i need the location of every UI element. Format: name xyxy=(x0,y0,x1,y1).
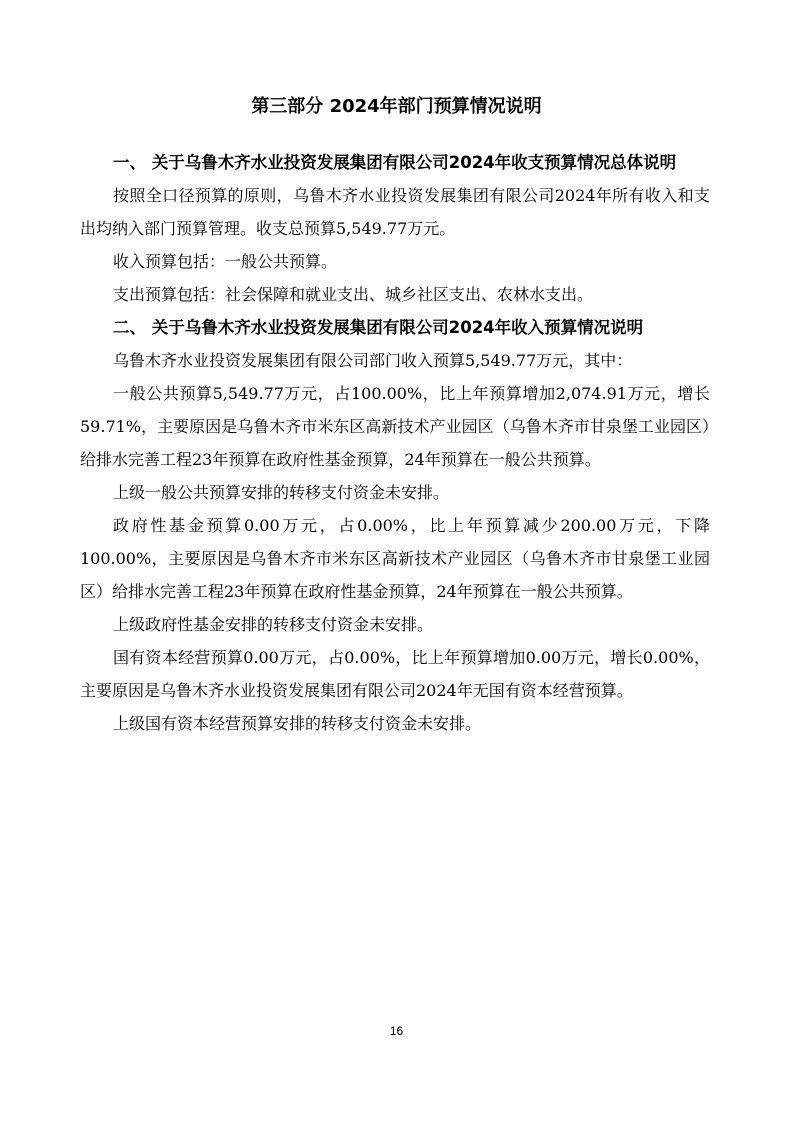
section-2-paragraph: 乌鲁木齐水业投资发展集团有限公司部门收入预算5,549.77万元，其中： xyxy=(113,351,633,370)
section-2-paragraph: 上级国有资本经营预算安排的转移支付资金未安排。 xyxy=(113,714,482,733)
page-number: 16 xyxy=(389,1024,404,1038)
document-body xyxy=(80,146,710,740)
section-1-paragraph: 按照全口径预算的原则，乌鲁木齐水业投资发展集团有限公司2024年所有收入和支出均纳入部门预算管理。收支总预算5,549.77万元。 xyxy=(80,186,710,238)
section-1-paragraph: 支出预算包括：社会保障和就业支出、城乡社区支出、农林水支出。 xyxy=(113,285,594,304)
section-1-heading: 一、 关于乌鲁木齐水业投资发展集团有限公司2024年收支预算情况总体说明 xyxy=(113,153,677,172)
section-2-paragraph: 上级政府性基金安排的转移支付资金未安排。 xyxy=(113,615,434,634)
page-title: 第三部分 2024年部门预算情况说明 xyxy=(251,96,542,117)
section-2-paragraph: 政府性基金预算0.00万元，占0.00%，比上年预算减少200.00万元，下降100.00%，主要原因是乌鲁木齐市米东区高新技术产业园区（乌鲁木齐市甘泉堡工业园区）给排水完善工程23年预算在政府性基金预算，24年预算在一般公共预算。 xyxy=(80,516,710,601)
section-2-paragraph: 国有资本经营预算0.00万元，占0.00%，比上年预算增加0.00万元，增长0.00%，主要原因是乌鲁木齐水业投资发展集团有限公司2024年无国有资本经营预算。 xyxy=(80,648,710,700)
section-2-paragraph: 上级一般公共预算安排的转移支付资金未安排。 xyxy=(113,483,450,502)
section-2-heading: 二、 关于乌鲁木齐水业投资发展集团有限公司2024年收入预算情况说明 xyxy=(113,318,644,337)
section-1-paragraph: 收入预算包括：一般公共预算。 xyxy=(113,252,338,271)
section-2-paragraph: 一般公共预算5,549.77万元，占100.00%，比上年预算增加2,074.91万元，增长59.71%，主要原因是乌鲁木齐市米东区高新技术产业园区（乌鲁木齐市甘泉堡工业园区）给排水完善工程23年预算在政府性基金预算，24年预算在一般公共预算。 xyxy=(80,384,710,469)
